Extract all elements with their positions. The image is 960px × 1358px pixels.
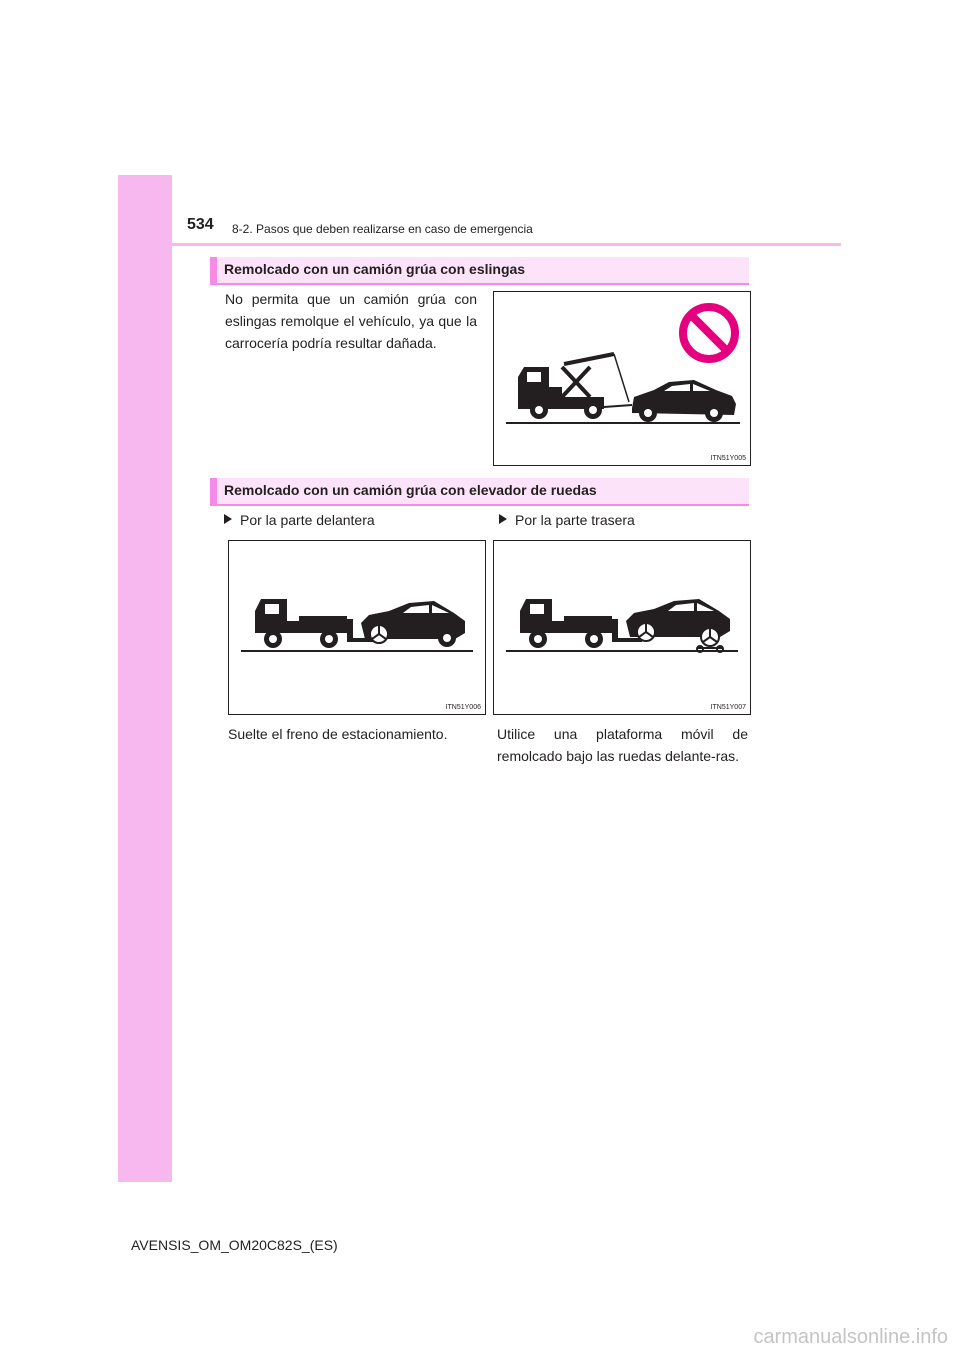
triangle-bullet-icon bbox=[499, 514, 507, 524]
document-footer: AVENSIS_OM_OM20C82S_(ES) bbox=[131, 1237, 338, 1253]
rear-instruction: Utilice una plataforma móvil de remolcado bajo las ruedas delante-ras. bbox=[497, 726, 748, 764]
car-icon bbox=[632, 380, 736, 422]
section-title: Remolcado con un camión grúa con elevador de ruedas bbox=[224, 482, 597, 498]
tow-truck-icon bbox=[255, 599, 377, 648]
page-number: 534 bbox=[187, 216, 214, 233]
prohibition-icon bbox=[683, 307, 735, 359]
section-heading-slings bbox=[210, 257, 749, 283]
watermark: carmanualsonline.info bbox=[753, 1326, 948, 1348]
rear-lift-figure bbox=[493, 540, 751, 715]
rear-label-text: Por la parte trasera bbox=[515, 512, 635, 528]
front-label-text: Por la parte delantera bbox=[240, 512, 375, 528]
chapter-side-bar bbox=[118, 175, 172, 1182]
section-marker bbox=[210, 257, 217, 283]
header-divider bbox=[118, 243, 841, 246]
section-underline bbox=[210, 504, 749, 506]
chapter-title: 8-2. Pasos que deben realizarse en caso de emergencia bbox=[232, 222, 533, 236]
front-label bbox=[224, 512, 375, 528]
section-title: Remolcado con un camión grúa con eslingas bbox=[224, 261, 526, 277]
sling-tow-illustration bbox=[494, 292, 750, 465]
tow-truck-icon bbox=[520, 599, 642, 648]
rear-label bbox=[499, 512, 635, 528]
front-instruction: Suelte el freno de estacionamiento. bbox=[228, 726, 448, 742]
section-heading-wheel-lift bbox=[210, 478, 749, 504]
section-underline bbox=[210, 283, 749, 285]
figure-code: ITN51Y005 bbox=[710, 455, 746, 462]
tow-truck-icon bbox=[518, 354, 632, 419]
figure-code: ITN51Y006 bbox=[445, 704, 481, 711]
slings-warning-text: No permita que un camión grúa con eslingas remolque el vehículo, ya que la carrocería podría resultar dañada. bbox=[225, 291, 477, 351]
front-lift-figure bbox=[228, 540, 486, 715]
front-lift-illustration bbox=[229, 541, 485, 714]
triangle-bullet-icon bbox=[224, 514, 232, 524]
car-icon bbox=[361, 601, 465, 647]
rear-lift-illustration bbox=[494, 541, 750, 714]
sling-tow-figure bbox=[493, 291, 751, 466]
car-icon bbox=[626, 599, 730, 646]
figure-code: ITN51Y007 bbox=[710, 704, 746, 711]
section-marker bbox=[210, 478, 217, 504]
